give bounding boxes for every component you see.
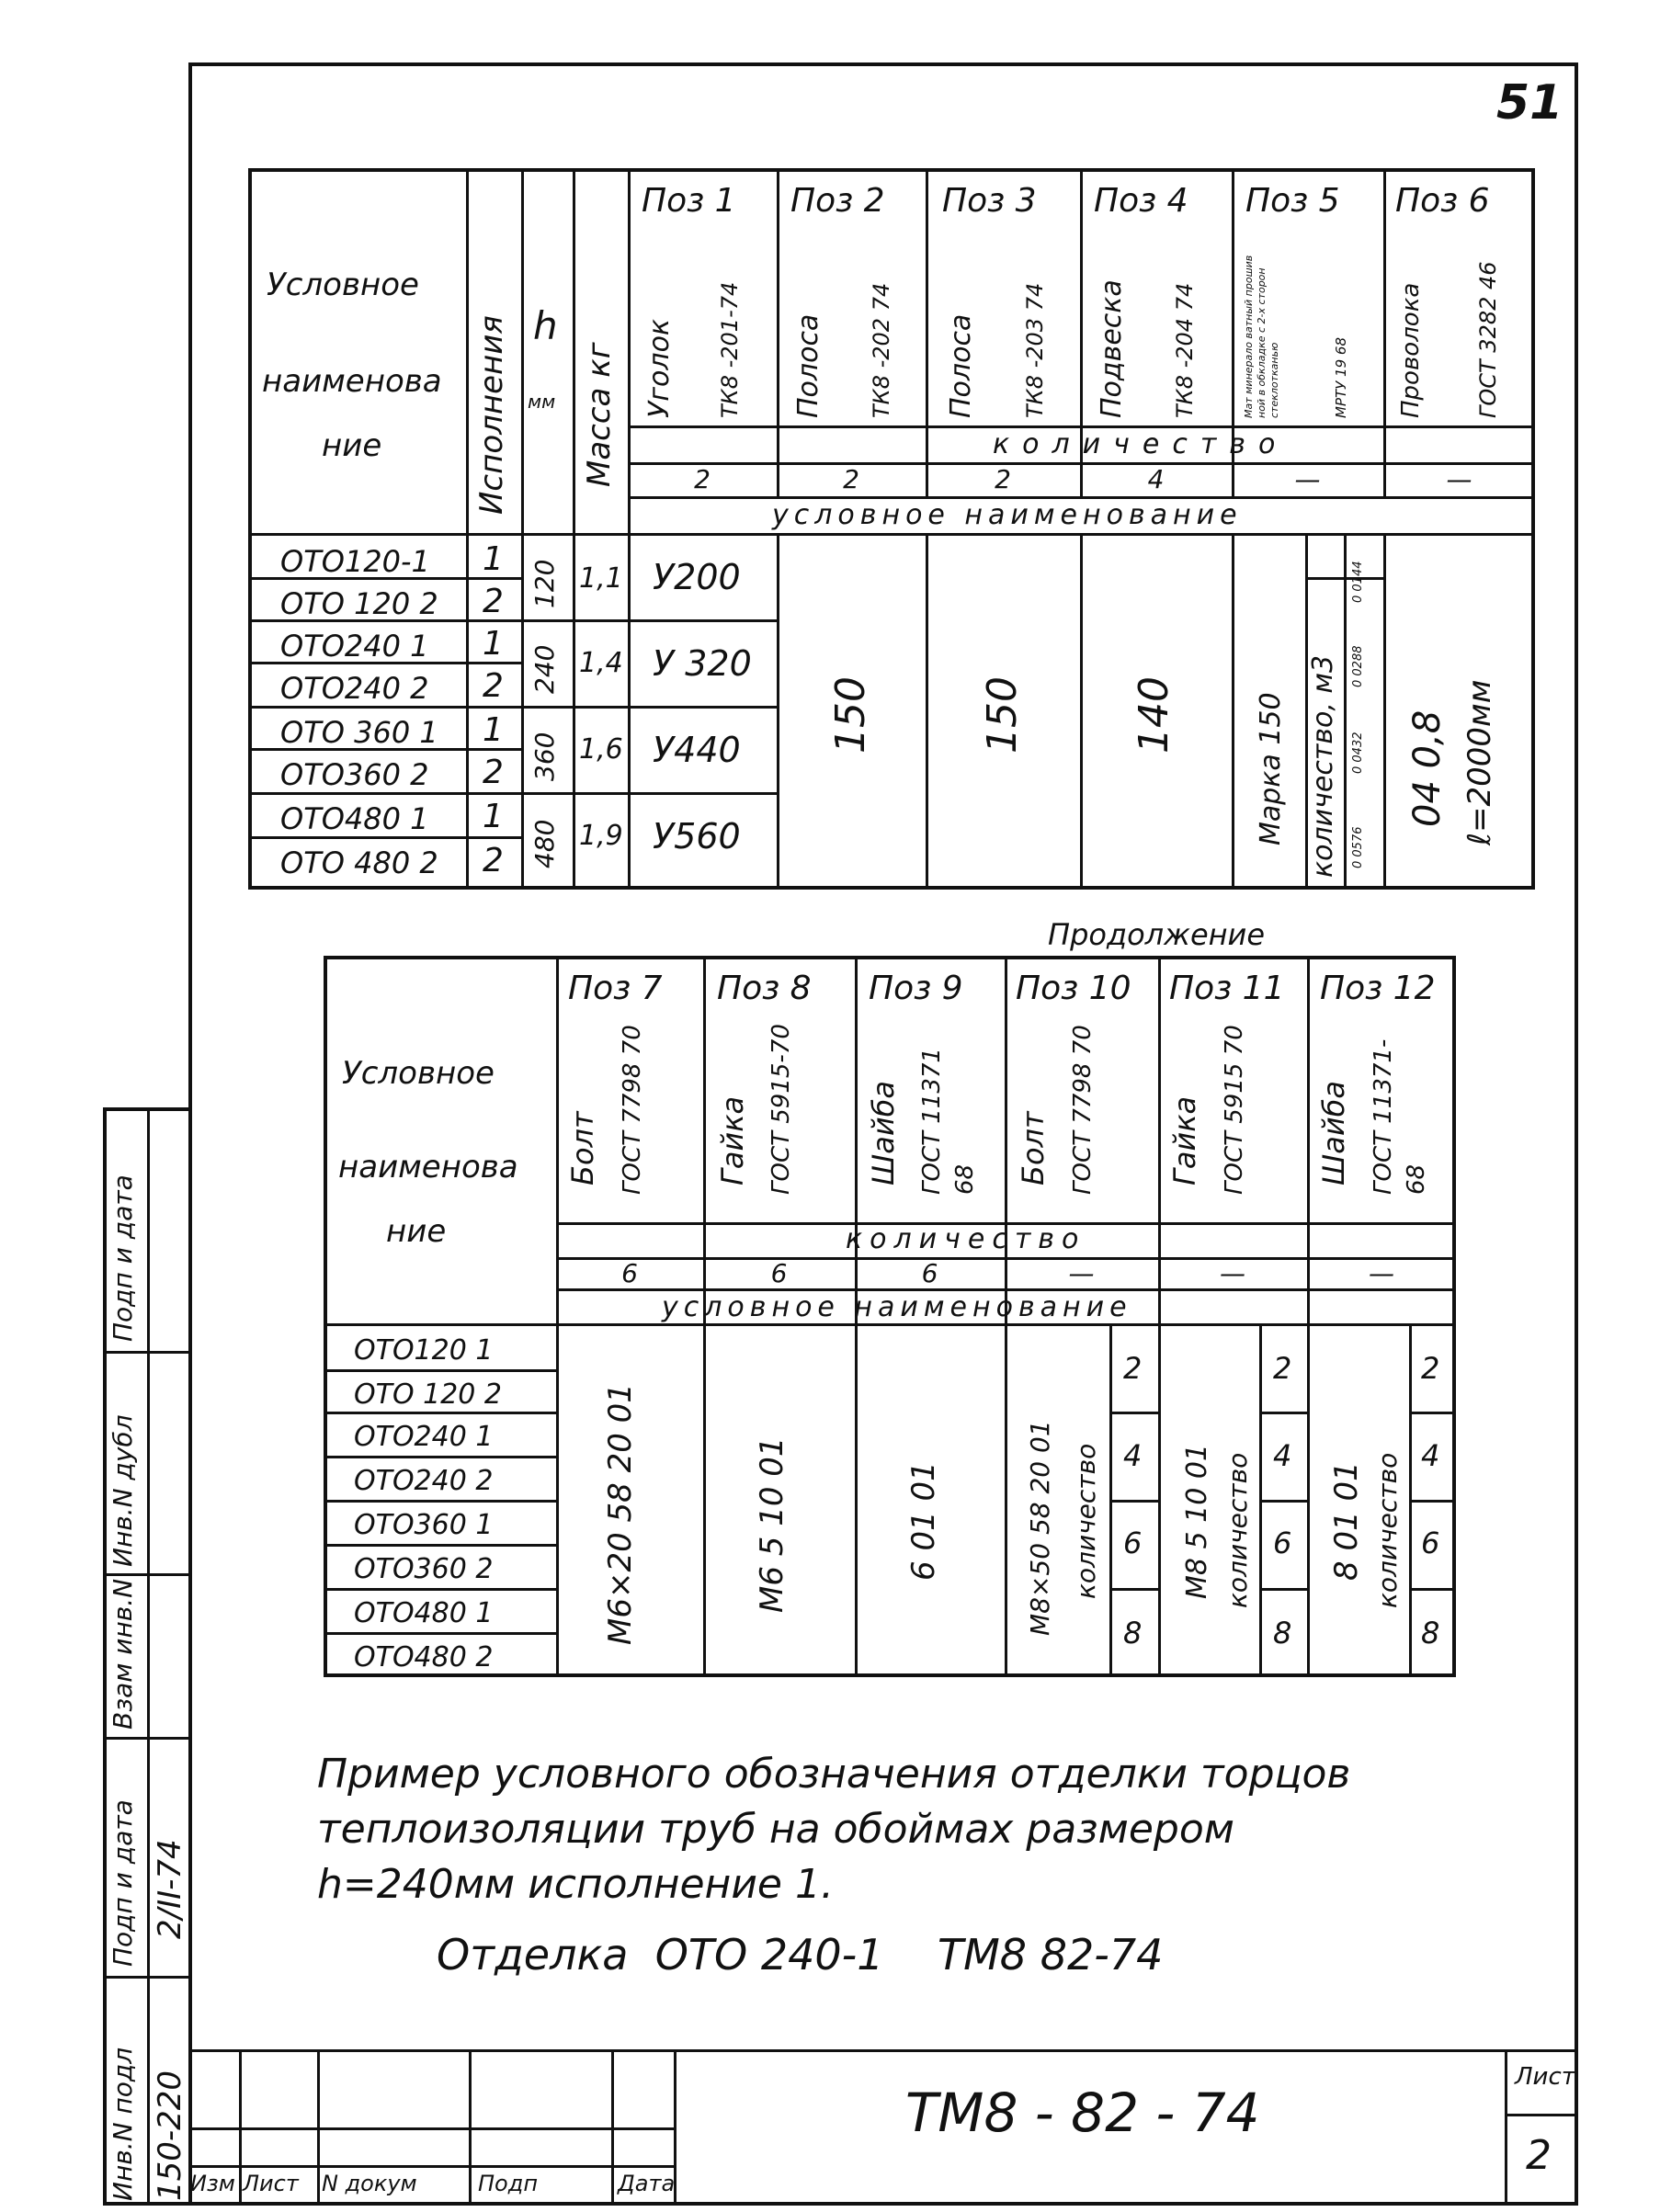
t1-qty-4: 4 — [1147, 464, 1165, 494]
t1-qty-2: 2 — [843, 464, 859, 494]
t2-qty-1: 6 — [621, 1258, 638, 1288]
t2-poz-8-doc: ГОСТ 5915-70 — [767, 1024, 795, 1195]
t2-kolichestvo: количество — [846, 1223, 1086, 1255]
t1-poz-1-item: Уголок — [643, 318, 676, 418]
tb-col-izm: Изм — [190, 2171, 235, 2196]
t1-row-8: ОТО 480 2 — [280, 845, 438, 880]
t2-poz-7-item: Болт — [565, 1111, 600, 1185]
t2-name-header-3: ние — [386, 1213, 447, 1250]
stamp-inv-podl-value: 150-220 — [152, 2070, 188, 2201]
stamp-inv-dubl: Инв.N дубл — [108, 1414, 138, 1567]
t1-name-header-1: Условное — [267, 267, 419, 303]
t2-poz-7-doc: ГОСТ 7798 70 — [619, 1025, 646, 1195]
t1-qty-1: 2 — [694, 464, 711, 494]
t1-row-7: ОТО480 1 — [280, 801, 429, 836]
t1-isp-8: 2 — [483, 842, 504, 879]
continuation-label: Продолжение — [1048, 917, 1266, 952]
t1-ugolok-2: У 320 — [653, 643, 752, 684]
t2-row-8: ОТО480 2 — [354, 1641, 494, 1673]
t1-poz-1-doc: ТК8 -201-74 — [717, 281, 743, 418]
t1-poz3-value: 150 — [979, 676, 1026, 754]
t1-mass-4: 1,9 — [579, 820, 623, 852]
t1-row-4: ОТО240 2 — [280, 671, 429, 706]
t1-col-h-unit: мм — [528, 391, 556, 413]
t2-row-3: ОТО240 1 — [354, 1421, 494, 1453]
t1-isp-3: 1 — [483, 625, 504, 663]
t1-poz5-marka: Марка 150 — [1255, 692, 1287, 845]
t2-poz10-kol: количество — [1071, 1443, 1101, 1599]
t1-ugolok-1: У200 — [653, 557, 741, 597]
t1-mass-3: 1,6 — [579, 733, 623, 766]
t1-h-2: 240 — [529, 644, 560, 694]
t2-poz-10-item: Болт — [1016, 1111, 1051, 1185]
t1-col-h: h — [533, 303, 558, 348]
tb-col-podp: Подп — [478, 2171, 539, 2196]
t1-poz5-kol: количество, м3 — [1307, 654, 1339, 878]
t2-row-5: ОТО360 1 — [354, 1509, 494, 1541]
t1-name-header-2: наименова — [262, 363, 442, 400]
t1-h-1: 120 — [529, 559, 560, 608]
t2-poz-10: Поз 10 — [1016, 970, 1131, 1007]
t2-poz-12: Поз 12 — [1320, 970, 1436, 1007]
t1-poz-4-doc: ТК8 -204 74 — [1172, 282, 1198, 418]
t1-row-5: ОТО 360 1 — [280, 715, 438, 750]
t2-poz12-kol-1: 2 — [1421, 1351, 1440, 1386]
t2-poz-8-item: Гайка — [715, 1095, 750, 1185]
t1-poz-5-item: Мат минерало ватный прошив ной в обкладке с 2-х сторон стеклотканью — [1243, 255, 1280, 418]
t2-poz11-kol-3: 6 — [1273, 1526, 1292, 1560]
t2-poz10-kol-4: 8 — [1123, 1616, 1143, 1650]
t2-poz9-value: 6 01 01 — [905, 1461, 942, 1581]
t2-qty-4: — — [1068, 1258, 1095, 1288]
tb-col-list: Лист — [243, 2171, 299, 2196]
t1-poz-3-doc: ТК8 -203 74 — [1022, 282, 1048, 418]
t1-poz6-value-2: ℓ=2000мм — [1461, 679, 1498, 845]
t1-vol-4: 0 0576 — [1351, 826, 1365, 868]
t2-poz-11: Поз 11 — [1169, 970, 1285, 1007]
t1-poz-1: Поз 1 — [642, 182, 736, 220]
tb-sheet-number: 2 — [1526, 2132, 1552, 2179]
stamp-inv-podl: Инв.N подл — [108, 2047, 138, 2201]
t2-poz-9-doc: ГОСТ 11371 68 — [918, 1048, 979, 1195]
note-line-1: Пример условного обозначения отделки торцов — [317, 1751, 1351, 1798]
t1-poz2-value: 150 — [827, 676, 874, 754]
t2-poz-11-doc: ГОСТ 5915 70 — [1221, 1025, 1248, 1195]
t2-poz11-kol-2: 4 — [1273, 1438, 1292, 1473]
t2-row-4: ОТО240 2 — [354, 1465, 494, 1497]
t1-isp-6: 2 — [483, 754, 504, 791]
t2-poz-8: Поз 8 — [717, 970, 812, 1007]
t1-h-3: 360 — [529, 732, 560, 781]
t2-poz-11-item: Гайка — [1167, 1095, 1202, 1185]
t1-mass-1: 1,1 — [579, 562, 623, 595]
t1-poz4-value: 140 — [1131, 676, 1177, 754]
tb-col-ndokum: N докум — [322, 2171, 417, 2196]
stamp-vzam-inv: Взам инв.N — [108, 1578, 138, 1730]
t2-poz11-kol-1: 2 — [1273, 1351, 1292, 1386]
stamp-podp-data-value: 2/II-74 — [152, 1839, 188, 1939]
t2-poz8-value: М6 5 10 01 — [754, 1436, 790, 1613]
note-line-2: теплоизоляции труб на обоймах размером — [317, 1806, 1234, 1853]
t2-name-header-1: Условное — [342, 1055, 495, 1092]
t1-vol-2: 0 0288 — [1351, 645, 1365, 687]
t1-h-4: 480 — [529, 819, 560, 868]
t2-poz11-kol-4: 8 — [1273, 1616, 1292, 1650]
t1-uslovnoe: условное наименование — [772, 499, 1243, 531]
t1-ugolok-3: У440 — [653, 730, 741, 770]
tb-sheet-label: Лист — [1515, 2063, 1575, 2091]
t1-poz-3-item: Полоса — [945, 313, 977, 418]
t2-poz12-kol-4: 8 — [1421, 1616, 1440, 1650]
t1-poz-6-item: Проволока — [1397, 282, 1425, 418]
t1-row-3: ОТО240 1 — [280, 629, 429, 664]
stamp-podp-data-2: Подп и дата — [108, 1174, 138, 1342]
t2-poz11-kol: количество — [1222, 1452, 1253, 1608]
t2-poz-9-item: Шайба — [866, 1081, 901, 1185]
stamp-podp-data-1: Подп и дата — [108, 1799, 138, 1967]
t2-poz10-kol-2: 4 — [1123, 1438, 1143, 1473]
page-number: 51 — [1496, 75, 1563, 130]
t1-poz-2-item: Полоса — [792, 313, 824, 418]
t2-uslovnoe: условное наименование — [662, 1291, 1132, 1323]
t1-row-1: ОТО120-1 — [280, 544, 430, 579]
t2-poz12-kol-2: 4 — [1421, 1438, 1440, 1473]
t1-poz-3: Поз 3 — [942, 182, 1037, 220]
t2-qty-3: 6 — [921, 1258, 938, 1288]
t2-poz-10-doc: ГОСТ 7798 70 — [1069, 1025, 1097, 1195]
t1-poz-6-doc: ГОСТ 3282 46 — [1475, 261, 1501, 418]
t2-poz-7: Поз 7 — [568, 970, 663, 1007]
t1-col-ispoln: Исполнения — [473, 315, 510, 515]
note-line-4: Отделка ОТО 240-1 ТМ8 82-74 — [437, 1930, 1164, 1979]
t1-row-2: ОТО 120 2 — [280, 586, 438, 621]
note-line-3: h=240мм исполнение 1. — [317, 1861, 834, 1908]
t1-poz6-value-1: 04 0,8 — [1406, 709, 1449, 827]
t2-poz-9: Поз 9 — [869, 970, 963, 1007]
t1-poz-4-item: Подвеска — [1096, 279, 1128, 418]
t1-qty-6: — — [1446, 464, 1472, 494]
t1-isp-7: 1 — [483, 798, 504, 835]
t1-isp-1: 1 — [483, 540, 504, 578]
t1-isp-4: 2 — [483, 667, 504, 705]
t2-poz-12-doc: ГОСТ 11371-68 — [1370, 1038, 1430, 1195]
t2-qty-5: — — [1220, 1258, 1245, 1288]
t2-poz10-value: М8×50 58 20 01 — [1025, 1420, 1055, 1636]
t2-poz10-kol-3: 6 — [1123, 1526, 1143, 1560]
t2-name-header-2: наименова — [338, 1149, 518, 1185]
t1-qty-3: 2 — [995, 464, 1011, 494]
t2-poz12-kol: количество — [1372, 1452, 1403, 1608]
tb-doc-code: ТМ8 - 82 - 74 — [905, 2082, 1260, 2144]
t1-isp-2: 2 — [483, 583, 504, 620]
t2-row-7: ОТО480 1 — [354, 1597, 494, 1629]
t2-poz10-kol-1: 2 — [1123, 1351, 1143, 1386]
t1-qty-5: — — [1294, 464, 1321, 494]
t1-poz-2-doc: ТК8 -202 74 — [869, 282, 894, 418]
t2-qty-2: 6 — [770, 1258, 788, 1288]
t1-vol-1: 0 0144 — [1351, 561, 1365, 603]
t1-row-6: ОТО360 2 — [280, 757, 429, 792]
t2-poz12-value: 8 01 01 — [1328, 1461, 1365, 1581]
t1-vol-3: 0 0432 — [1351, 732, 1365, 774]
t1-poz-5: Поз 5 — [1245, 182, 1340, 220]
t2-row-6: ОТО360 2 — [354, 1553, 494, 1585]
t1-ugolok-4: У560 — [653, 816, 741, 856]
t1-kolichestvo: количество — [993, 428, 1289, 460]
t1-isp-5: 1 — [483, 711, 504, 749]
t2-qty-6: — — [1369, 1258, 1394, 1288]
t1-mass-2: 1,4 — [579, 647, 623, 679]
t1-col-mass: Масса кг — [581, 342, 618, 487]
t2-poz-12-item: Шайба — [1316, 1081, 1351, 1185]
t1-name-header-3: ние — [322, 427, 382, 464]
t1-poz-4: Поз 4 — [1094, 182, 1188, 220]
t2-poz11-value: М8 5 10 01 — [1181, 1443, 1213, 1599]
t2-poz7-value: М6×20 58 20 01 — [602, 1383, 639, 1645]
t2-row-2: ОТО 120 2 — [354, 1378, 502, 1411]
t2-row-1: ОТО120 1 — [354, 1334, 494, 1367]
t2-poz12-kol-3: 6 — [1421, 1526, 1440, 1560]
t1-poz-6: Поз 6 — [1395, 182, 1490, 220]
tb-col-data: Дата — [618, 2171, 676, 2196]
t1-poz-2: Поз 2 — [790, 182, 885, 220]
t1-poz-5-doc: МРТУ 19 68 — [1333, 336, 1349, 418]
